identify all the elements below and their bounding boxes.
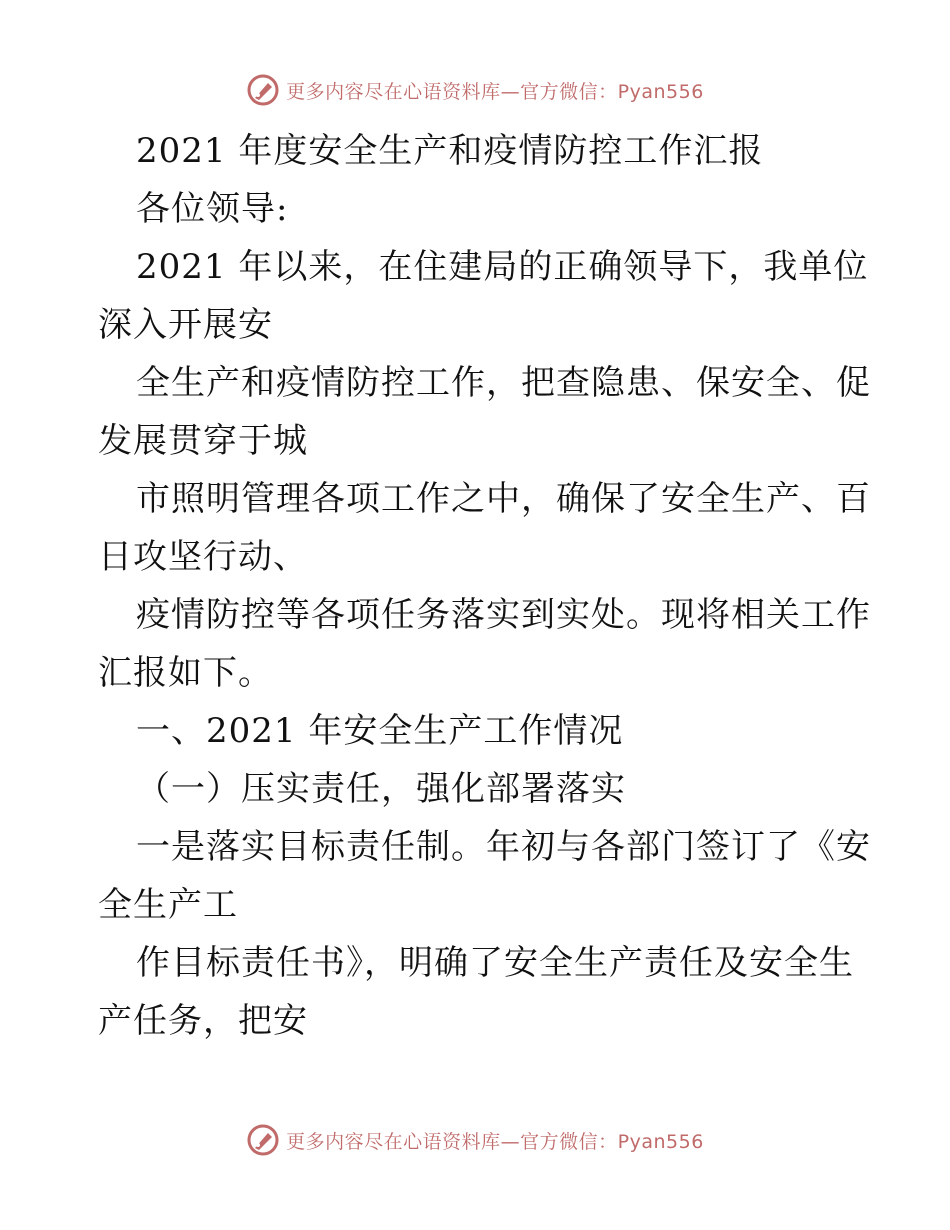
paragraph-line: 汇报如下。: [98, 653, 273, 693]
paragraph-line: 作目标责任书》，明确了安全生产责任及安全生: [136, 943, 854, 983]
paragraph-line: 市照明管理各项工作之中，确保了安全生产、百: [136, 479, 871, 519]
subsection-heading: （一）压实责任，强化部署落实: [136, 769, 626, 809]
watermark-text: 更多内容尽在心语资料库—官方微信：Pyan556: [286, 1130, 704, 1153]
salutation: 各位领导:: [136, 189, 289, 229]
paragraph-line: 产任务，把安: [98, 1001, 308, 1041]
paragraph-line: 深入开展安: [98, 305, 273, 345]
paragraph-line: 2021 年以来，在住建局的正确领导下，我单位: [136, 247, 869, 287]
paragraph-line: 一是落实目标责任制。年初与各部门签订了《安: [136, 827, 871, 867]
document-title: 2021 年度安全生产和疫情防控工作汇报: [136, 131, 764, 171]
paragraph-line: 全生产工: [98, 885, 238, 925]
document-body: [98, 122, 871, 1050]
paragraph-line: 发展贯穿于城: [98, 421, 308, 461]
pen-nib-circle-icon: [246, 73, 280, 107]
watermark-text: 更多内容尽在心语资料库—官方微信：Pyan556: [286, 80, 704, 103]
pen-nib-circle-icon: [246, 1123, 280, 1157]
watermark-footer: [0, 1120, 950, 1160]
section-heading: 一、2021 年安全生产工作情况: [136, 711, 624, 751]
paragraph-line: 疫情防控等各项任务落实到实处。现将相关工作: [136, 595, 871, 635]
paragraph-line: 全生产和疫情防控工作，把查隐患、保安全、促: [136, 363, 871, 403]
paragraph-line: 日攻坚行动、: [98, 537, 308, 577]
watermark-header: [0, 70, 950, 110]
